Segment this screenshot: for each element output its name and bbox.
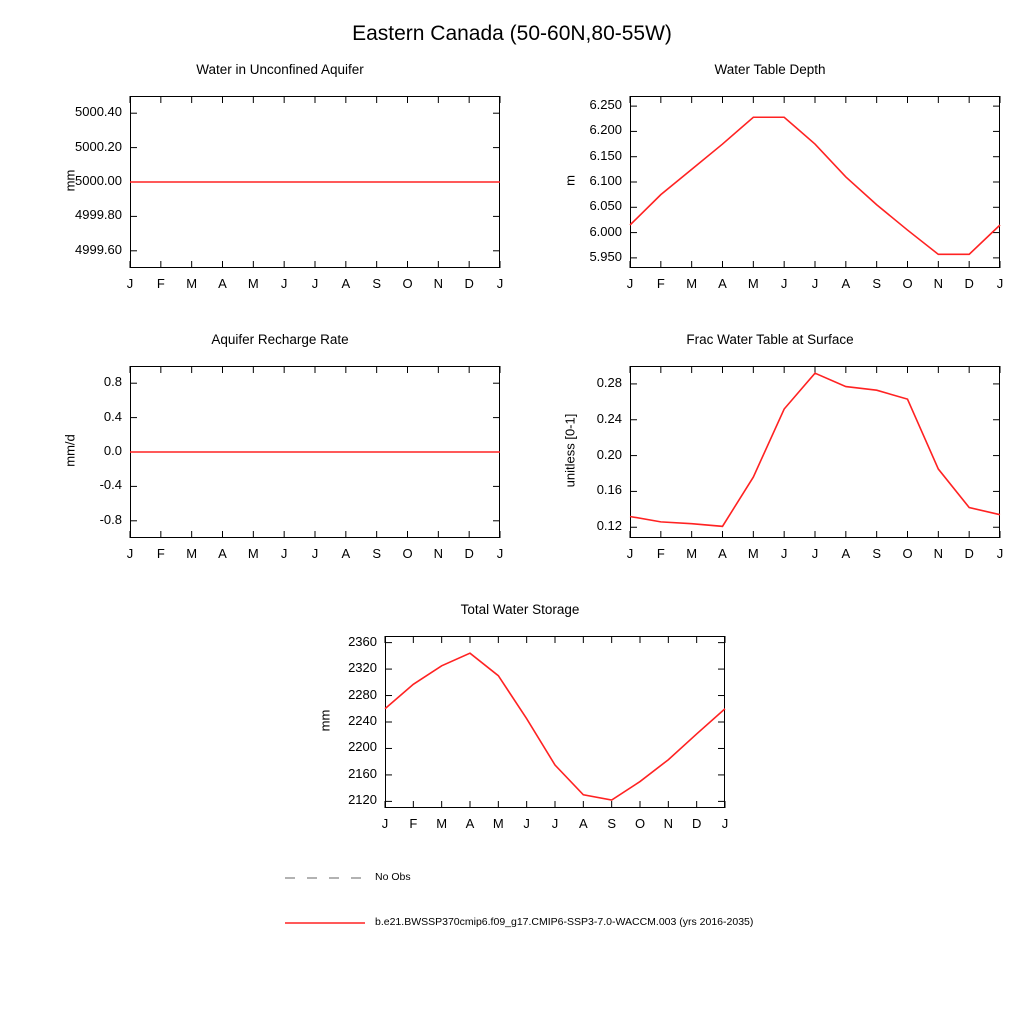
x-axis-tick-label: J [551,816,559,831]
y-axis-tick-label: 0.0 [103,443,122,458]
y-axis-tick-label: -0.4 [99,477,122,493]
x-axis-tick-label: F [156,546,165,561]
y-axis-tick-label: 0.20 [596,446,622,462]
y-axis-tick-label: 2160 [348,765,377,781]
x-axis-tick-label: O [402,276,413,291]
x-axis-tick-label: J [811,546,819,561]
x-axis-tick-label: N [663,816,674,831]
x-axis-tick-label: M [436,816,448,831]
x-axis-tick-label: J [280,546,288,561]
y-axis-tick-label: 0.24 [596,410,622,426]
x-axis-tick-label: A [841,546,851,561]
y-axis-label: mm [317,709,333,732]
x-axis-tick-label: J [721,816,729,831]
x-axis-tick-label: J [811,276,819,291]
x-axis-tick-label: J [496,276,504,291]
x-axis-tick-label: S [607,816,616,831]
x-axis-tick-label: A [341,276,351,291]
x-axis-tick-label: J [311,546,319,561]
chart-title: Water Table Depth [714,62,826,77]
y-axis-tick-label: 5.950 [589,248,622,264]
y-axis-tick-label: 6.150 [589,147,622,163]
plot-frame [130,366,500,538]
x-axis-tick-label: F [409,816,418,831]
x-axis-tick-label: M [492,816,504,831]
x-axis-tick-label: M [186,276,198,291]
plot-frame [385,636,725,808]
x-axis-tick-label: A [218,276,227,291]
y-axis-tick-label: 0.8 [103,374,122,390]
x-axis-tick-label: M [247,546,259,561]
x-axis-tick-label: F [656,546,665,561]
x-axis-tick-label: A [718,276,727,291]
x-axis-tick-label: O [902,276,913,291]
x-axis-tick-label: J [311,276,319,291]
y-axis-tick-label: 0.28 [596,374,622,390]
x-axis-tick-label: M [747,276,759,291]
x-axis-tick-label: J [780,546,788,561]
x-axis-tick-label: S [372,276,381,291]
x-axis-tick-label: J [496,546,504,561]
x-axis-tick-label: D [964,276,974,291]
y-axis-label: unitless [0-1] [562,413,578,488]
x-axis-tick-label: M [747,546,759,561]
x-axis-tick-label: D [464,546,474,561]
x-axis-tick-label: O [634,816,646,831]
y-axis-tick-label: 0.12 [596,518,622,534]
x-axis-tick-label: A [465,816,475,831]
x-axis-tick-label: M [247,276,259,291]
x-axis-tick-label: A [341,546,351,561]
y-axis-tick-label: -0.8 [99,511,122,527]
x-axis-tick-label: O [402,546,413,561]
y-axis-tick-label: 2360 [348,633,377,649]
y-axis-tick-label: 0.16 [596,482,622,498]
y-axis-tick-label: 0.4 [103,408,122,424]
y-axis-tick-label: 4999.80 [75,207,122,223]
x-axis-tick-label: F [656,276,665,291]
y-axis-tick-label: 2320 [348,660,377,676]
y-axis-label: mm [62,169,78,192]
chart-title: Total Water Storage [460,602,580,617]
legend-label: No Obs [375,871,411,883]
x-axis-tick-label: J [996,276,1004,291]
x-axis-tick-label: M [686,276,698,291]
x-axis-tick-label: J [523,816,530,831]
y-axis-label: m [562,175,578,186]
y-axis-tick-label: 6.050 [589,198,622,214]
x-axis-tick-label: J [126,546,134,561]
plot-frame [130,96,500,268]
y-axis-tick-label: 6.200 [589,122,622,138]
legend-label: b.e21.BWSSP370cmip6.f09_g17.CMIP6-SSP3-7.0-WACCM.003 (yrs 2016-2035) [375,916,754,928]
x-axis-tick-label: O [902,546,913,561]
y-axis-tick-label: 5000.40 [75,104,122,120]
y-axis-tick-label: 5000.00 [75,173,122,188]
x-axis-tick-label: J [126,276,134,291]
x-axis-tick-label: N [933,546,944,561]
y-axis-tick-label: 4999.60 [75,241,122,257]
y-axis-tick-label: 2240 [348,713,377,728]
x-axis-tick-label: S [872,276,881,291]
y-axis-tick-label: 5000.20 [75,138,122,154]
x-axis-tick-label: D [964,546,974,561]
plot-frame [630,366,1000,538]
x-axis-tick-label: D [464,276,474,291]
page-title: Eastern Canada (50-60N,80-55W) [352,22,672,45]
x-axis-tick-label: D [691,816,702,831]
x-axis-tick-label: N [433,546,444,561]
x-axis-tick-label: J [381,816,389,831]
y-axis-tick-label: 6.250 [589,97,622,113]
chart-title: Frac Water Table at Surface [686,332,854,347]
plot-frame [630,96,1000,268]
x-axis-tick-label: J [996,546,1004,561]
x-axis-tick-label: J [780,276,788,291]
x-axis-tick-label: J [626,276,634,291]
x-axis-tick-label: S [372,546,381,561]
x-axis-tick-label: N [433,276,444,291]
x-axis-tick-label: F [156,276,165,291]
x-axis-tick-label: J [280,276,288,291]
x-axis-tick-label: M [686,546,698,561]
y-axis-tick-label: 2280 [348,686,377,702]
chart-title: Water in Unconfined Aquifer [196,62,364,77]
y-axis-tick-label: 2120 [348,792,377,808]
x-axis-tick-label: N [933,276,944,291]
y-axis-tick-label: 6.000 [589,223,622,239]
x-axis-tick-label: J [626,546,634,561]
x-axis-tick-label: A [718,546,727,561]
x-axis-tick-label: S [872,546,881,561]
x-axis-tick-label: A [578,816,588,831]
x-axis-tick-label: A [841,276,851,291]
chart-title: Aquifer Recharge Rate [211,332,349,347]
y-axis-tick-label: 6.100 [589,173,622,188]
y-axis-label: mm/d [62,434,78,467]
y-axis-tick-label: 2200 [348,739,377,755]
x-axis-tick-label: A [218,546,227,561]
x-axis-tick-label: M [186,546,198,561]
